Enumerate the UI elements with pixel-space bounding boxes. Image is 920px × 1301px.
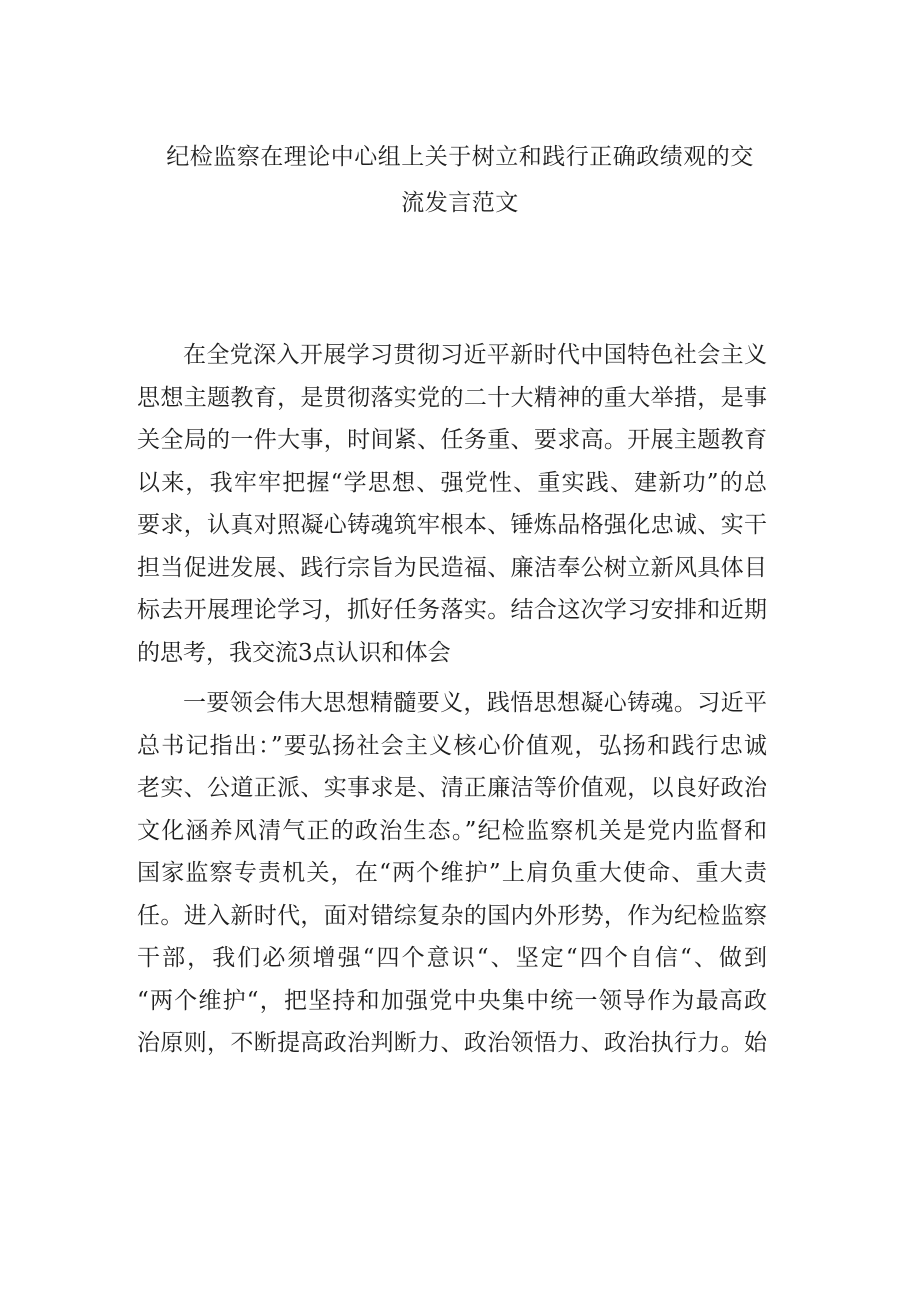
text-line: 干部，我们必须增强“四个意识“、坚定“四个自信“、做到 [137,945,767,971]
text-line: 要求，认真对照凝心铸魂筑牢根本、锤炼品格强化忠诚、实干 [137,512,767,538]
text-line: 担当促进发展、践行宗旨为民造福、廉洁奉公树立新风具体目 [137,554,767,581]
text-line: 思想主题教育，是贯彻落实党的二十大精神的重大举措，是事 [137,384,767,411]
text-line: 以来，我牢牢把握“学思想、强党性、重实践、建新功”的总 [137,469,767,496]
text-line: 老实、公道正派、实事求是、清正廉洁等价值观，以良好政治 [137,775,767,801]
text-line: 总书记指出：”要弘扬社会主义核心价值观，弘扬和践行忠诚 [137,732,767,759]
document-body [137,334,767,1065]
text-line: 关全局的一件大事，时间紧、任务重、要求高。开展主题教育 [137,427,767,453]
paragraph-point-one [137,682,767,1065]
title-line: 纪检监察在理论中心组上关于树立和践行正确政绩观的交 [166,144,754,170]
text-line: 国家监察专责机关，在“两个维护”上肩负重大使命、重大责 [137,860,767,886]
text-line: 治原则，不断提高政治判断力、政治领悟力、政治执行力。始 [137,1030,767,1056]
text-line: 任。进入新时代，面对错综复杂的国内外形势，作为纪检监察 [137,902,767,929]
paragraph-intro [137,334,767,674]
document-title [120,134,800,226]
text-line: “两个维护“，把坚持和加强党中央集中统一领导作为最高政 [137,987,767,1014]
text-line: 在全党深入开展学习贯彻习近平新时代中国特色社会主义 [183,342,767,368]
title-line: 流发言范文 [401,190,519,216]
text-line: 文化涵养风清气正的政治生态。”纪检监察机关是党内监督和 [137,817,767,844]
text-line: 一要领会伟大思想精髓要义，践悟思想凝心铸魂。习近平 [183,690,767,716]
text-line: 的思考，我交流3点认识和体会 [137,639,451,666]
text-line: 标去开展理论学习，抓好任务落实。结合这次学习安排和近期 [137,597,767,623]
